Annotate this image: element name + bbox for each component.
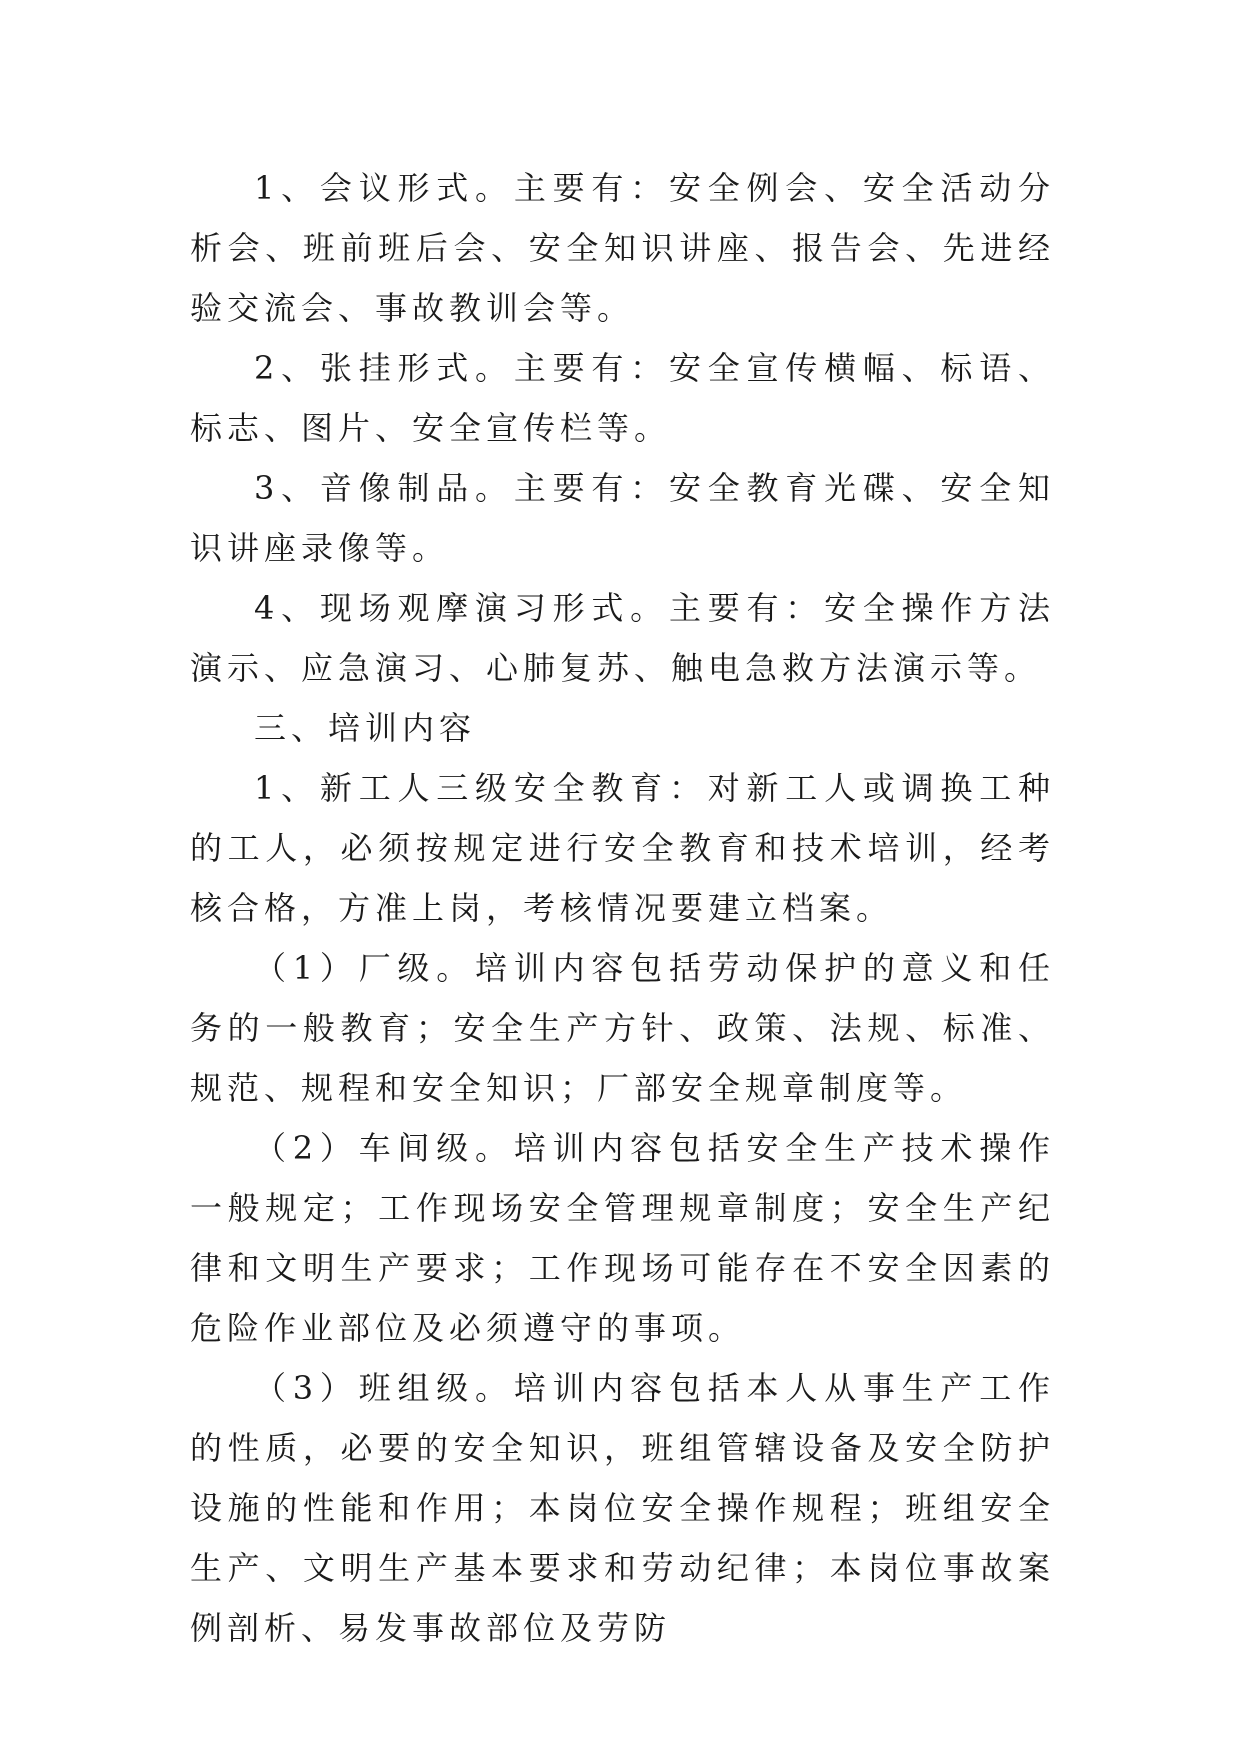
paragraph-three-level-education: 1、新工人三级安全教育：对新工人或调换工种的工人，必须按规定进行安全教育和技术培训，经考核合格，方准上岗，考核情况要建立档案。 (190, 769, 1055, 927)
paragraph-onsite-drill: 4、现场观摩演习形式。主要有：安全操作方法演示、应急演习、心肺复苏、触电急救方法演示等。 (190, 589, 1055, 687)
paragraph-audiovisual: 3、音像制品。主要有：安全教育光碟、安全知识讲座录像等。 (190, 469, 1055, 567)
paragraph-meeting-form: 1、会议形式。主要有：安全例会、安全活动分析会、班前班后会、安全知识讲座、报告会、先进经验交流会、事故教训会等。 (190, 169, 1055, 327)
section-heading-training-content: 三、培训内容 (254, 709, 477, 747)
paragraph-display-form: 2、张挂形式。主要有：安全宣传横幅、标语、标志、图片、安全宣传栏等。 (190, 349, 1055, 447)
paragraph-workshop-level: （2）车间级。培训内容包括安全生产技术操作一般规定；工作现场安全管理规章制度；安全生产纪律和文明生产要求；工作现场可能存在不安全因素的危险作业部位及必须遵守的事项。 (190, 1129, 1055, 1347)
document-body (190, 158, 1055, 1658)
paragraph-factory-level: （1）厂级。培训内容包括劳动保护的意义和任务的一般教育；安全生产方针、政策、法规、标准、规范、规程和安全知识；厂部安全规章制度等。 (190, 949, 1055, 1107)
paragraph-team-level: （3）班组级。培训内容包括本人从事生产工作的性质，必要的安全知识，班组管辖设备及安全防护设施的性能和作用；本岗位安全操作规程；班组安全生产、文明生产基本要求和劳动纪律；本岗位事故案例剖析、易发事故部位及劳防 (190, 1369, 1055, 1647)
